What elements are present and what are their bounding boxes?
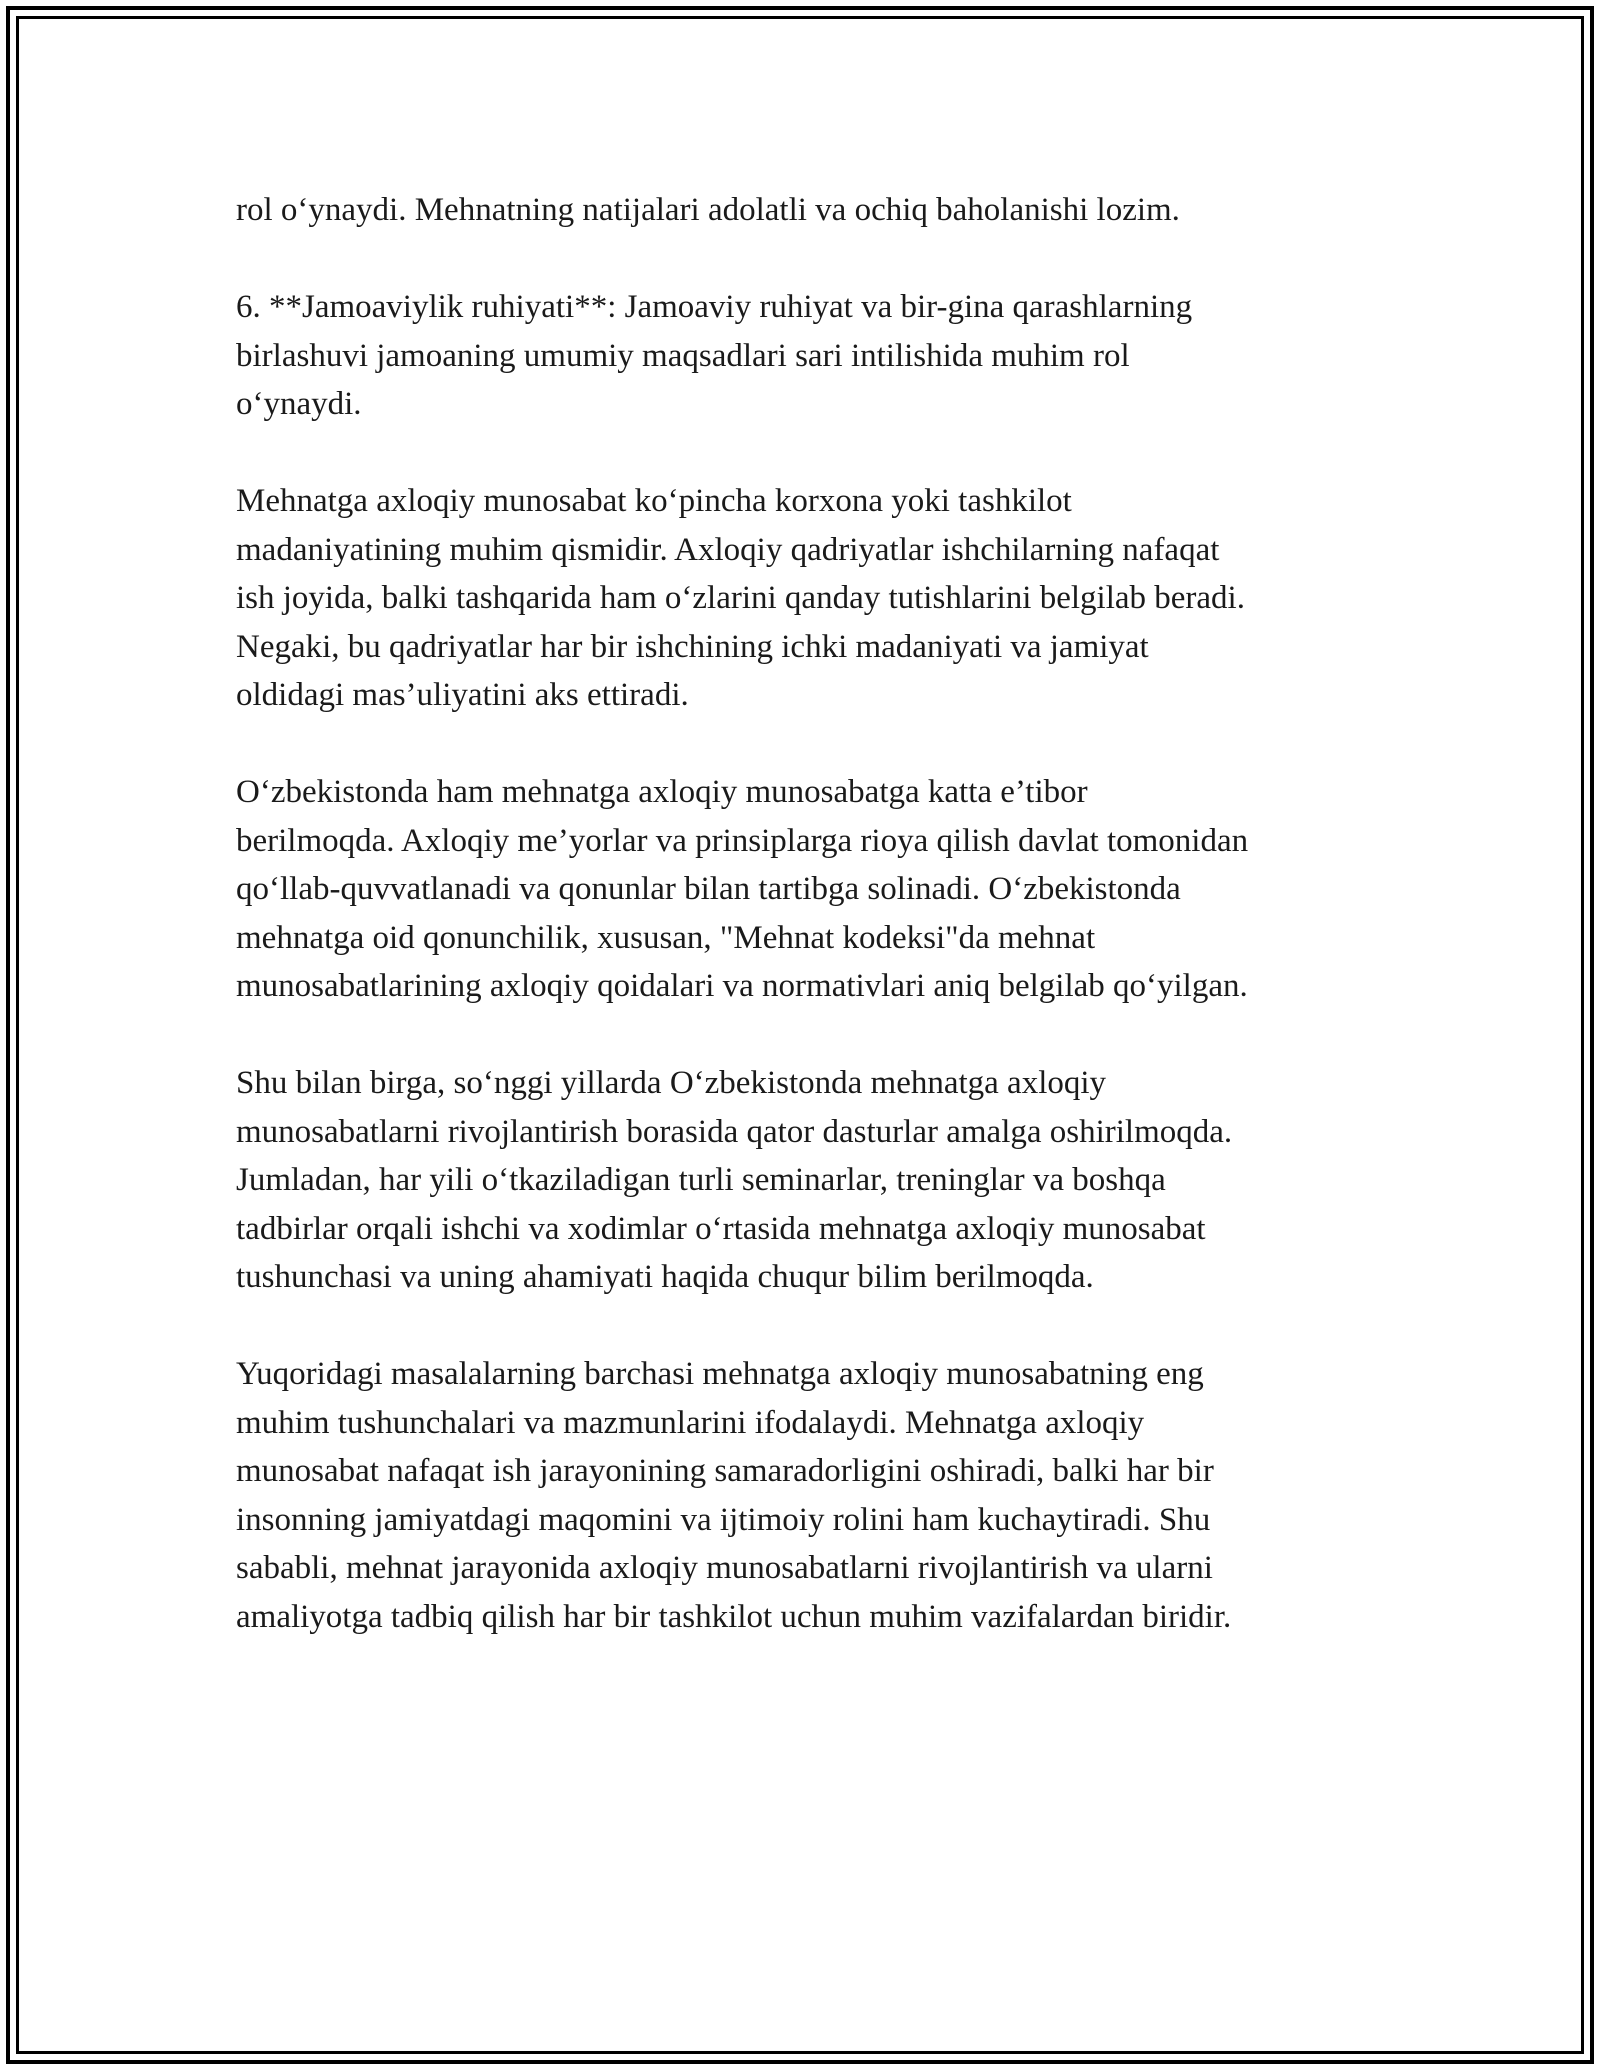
paragraph-list-item-6	[236, 283, 1372, 429]
text-line: Shu bilan birga, so‘nggi yillarda O‘zbekistonda mehnatga axloqiy	[236, 1065, 1107, 1101]
text-line: insonning jamiyatdagi maqomini va ijtimoiy rolini ham kuchaytiradi. Shu	[236, 1501, 1211, 1538]
text-line: Yuqoridagi masalalarning barchasi mehnatga axloqiy munosabatning eng	[236, 1356, 1204, 1392]
text-line: muhim tushunchalari va mazmunlarini ifodalaydi. Mehnatga axloqiy	[236, 1404, 1145, 1441]
text-line: oldidagi mas’uliyatini aks ettiradi.	[236, 677, 689, 713]
text-line: amaliyotga tadbiq qilish har bir tashkilot uchun muhim vazifalardan biridir.	[236, 1598, 1232, 1635]
text-line: sababli, mehnat jarayonida axloqiy munosabatlarni rivojlantirish va ularni	[236, 1550, 1213, 1586]
text-line: rol o‘ynaydi. Mehnatning natijalari adolatli va ochiq baholanishi lozim.	[236, 192, 1180, 228]
text-line: O‘zbekistonda ham mehnatga axloqiy munosabatga katta e’tibor	[236, 774, 1088, 810]
text-line: Jumladan, har yili o‘tkaziladigan turli seminarlar, treninglar va boshqa	[236, 1162, 1166, 1198]
text-line: berilmoqda. Axloqiy me’yorlar va prinsiplarga rioya qilish davlat tomonidan	[236, 822, 1249, 859]
text-line: Mehnatga axloqiy munosabat ko‘pincha korxona yoki tashkilot	[236, 483, 1072, 519]
text-line: mehnatga oid qonunchilik, xususan, "Mehnat kodeksi"da mehnat	[236, 919, 1096, 956]
text-line: munosabat nafaqat ish jarayonining samaradorligini oshiradi, balki har bir	[236, 1453, 1214, 1489]
text-line: qo‘llab-quvvatlanadi va qonunlar bilan tartibga solinadi. O‘zbekistonda	[236, 871, 1181, 907]
text-line: tushunchasi va uning ahamiyati haqida chuqur bilim berilmoqda.	[236, 1259, 1094, 1295]
text-line: Negaki, bu qadriyatlar har bir ishchining ichki madaniyati va jamiyat	[236, 628, 1149, 665]
text-line: 6. **Jamoaviylik ruhiyati**: Jamoaviy ruhiyat va bir-gina qarashlarning	[236, 289, 1193, 325]
text-line: o‘ynaydi.	[236, 386, 362, 422]
text-line: munosabatlarining axloqiy qoidalari va normativlari aniq belgilab qo‘yilgan.	[236, 968, 1248, 1004]
paragraph-organizational-culture	[236, 477, 1372, 720]
text-line: munosabatlarni rivojlantirish borasida qator dasturlar amalga oshirilmoqda.	[236, 1113, 1233, 1150]
paragraph-uzbekistan-law	[236, 768, 1372, 1011]
text-line: tadbirlar orqali ishchi va xodimlar o‘rtasida mehnatga axloqiy munosabat	[236, 1210, 1206, 1247]
paragraph-programs	[236, 1059, 1372, 1302]
paragraph-continuation	[236, 186, 1372, 235]
text-line: birlashuvi jamoaning umumiy maqsadlari sari intilishida muhim rol	[236, 337, 1130, 374]
text-line: ish joyida, balki tashqarida ham o‘zlarini qanday tutishlarini belgilab beradi.	[236, 580, 1245, 616]
text-line: madaniyatining muhim qismidir. Axloqiy qadriyatlar ishchilarning nafaqat	[236, 531, 1220, 568]
document-body	[236, 186, 1372, 1690]
paragraph-conclusion	[236, 1350, 1372, 1641]
